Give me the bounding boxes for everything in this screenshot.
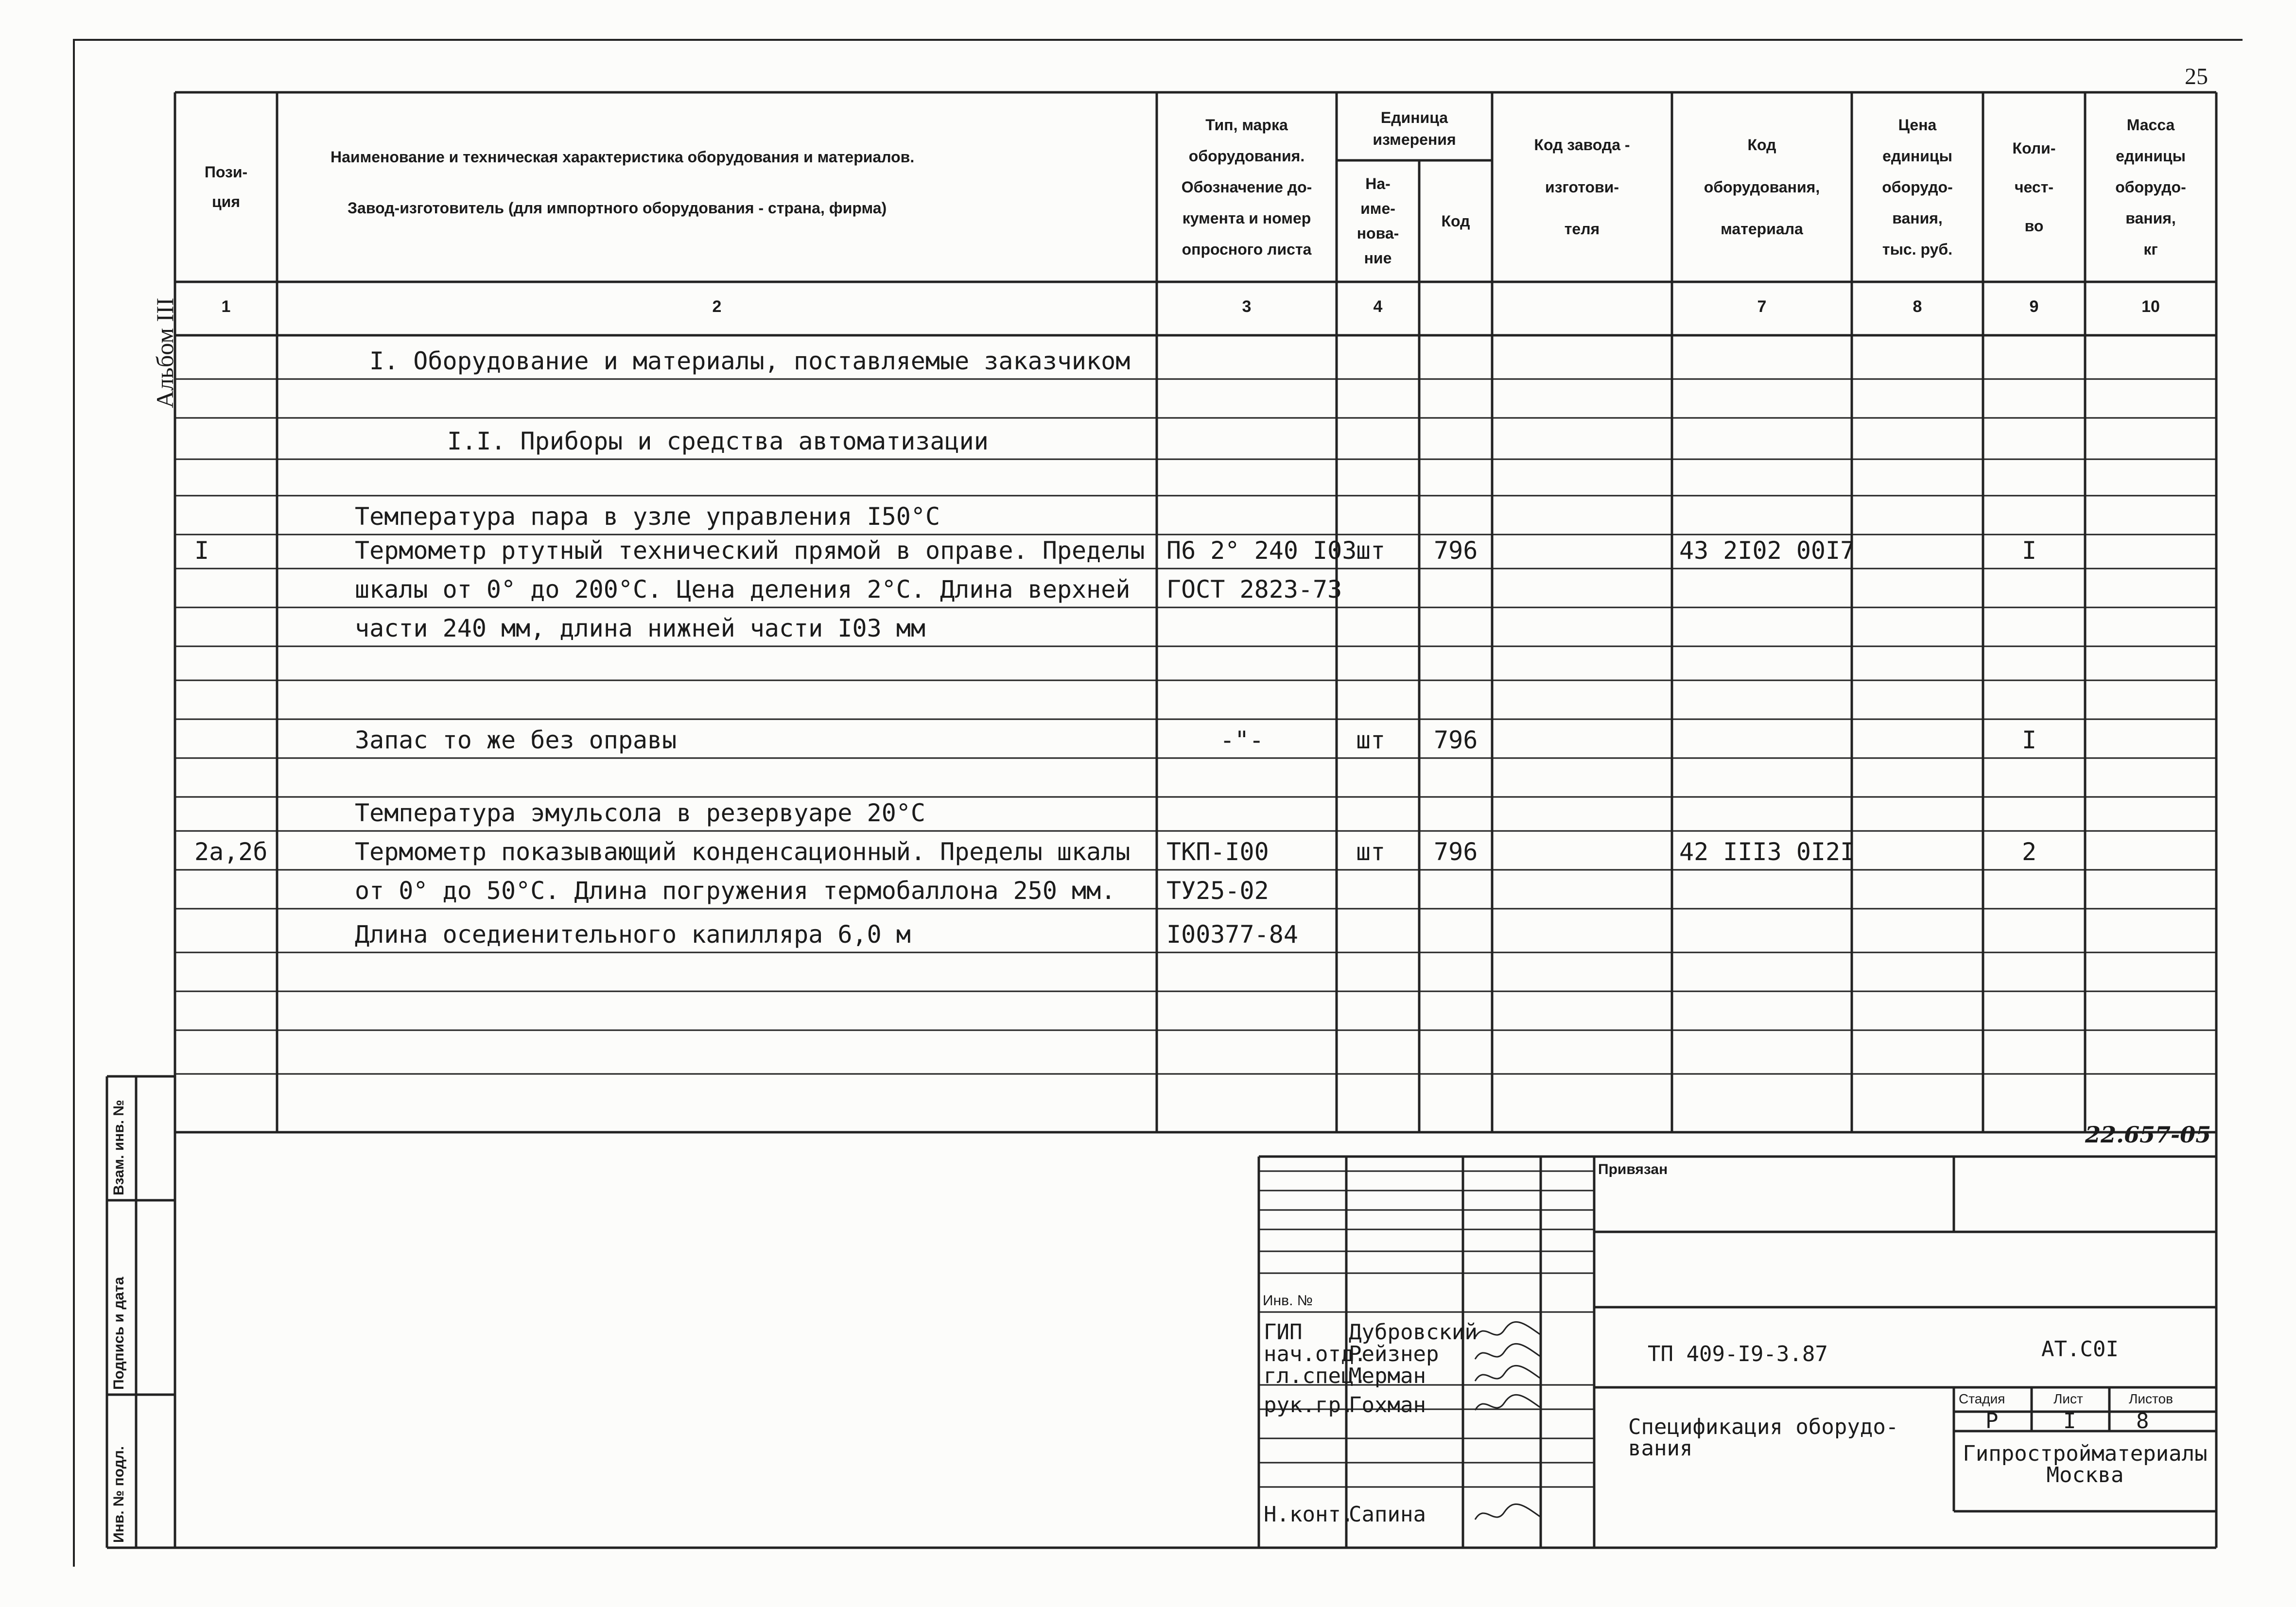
- column-number: 4: [1373, 297, 1383, 316]
- header-unit-name: На- име- нова- ние: [1357, 174, 1399, 267]
- column-number: 2: [712, 297, 722, 316]
- project-code: ТП 409-I9-3.87: [1648, 1342, 1828, 1366]
- row-description: Запас то же без оправы: [355, 726, 677, 754]
- row-description: I. Оборудование и материалы, поставляемые заказчиком: [369, 347, 1131, 375]
- header-name-line2: Завод-изготовитель (для импортного оборудования - страна, фирма): [348, 199, 887, 217]
- header-quantity: Коли- чест- во: [2012, 139, 2056, 235]
- signer-role: рук.гр.: [1264, 1393, 1354, 1417]
- row-description: Термометр показывающий конденсационный. Пределы шкалы: [355, 838, 1131, 866]
- document-title: Спецификация оборудо- вания: [1628, 1415, 1899, 1461]
- header-position: Пози- ция: [204, 163, 248, 210]
- column-number: 9: [2029, 297, 2039, 316]
- column-number: 8: [1913, 297, 1922, 316]
- signer-name: Сапина: [1349, 1502, 1426, 1527]
- album-label: Альбом III: [151, 297, 178, 408]
- sidebar-inv-original: Инв. № подл.: [111, 1446, 127, 1543]
- row-type-mark: ГОСТ 2823-73: [1166, 575, 1342, 604]
- row-description: от 0° до 50°C. Длина погружения термобаллона 250 мм.: [355, 877, 1116, 905]
- row-equipment-code: 42 III3 0I2I: [1679, 838, 1855, 866]
- column-number: 7: [1757, 297, 1767, 316]
- sheets-label: Листов: [2129, 1391, 2173, 1406]
- row-unit-code: 796: [1434, 536, 1478, 565]
- row-description: Длина оседиенительного капилляра 6,0 м: [355, 920, 911, 949]
- row-position: 2а,2б: [194, 838, 268, 866]
- header-unit-group: Единица измерения: [1373, 109, 1456, 148]
- row-unit-name: шт: [1356, 536, 1386, 565]
- row-equipment-code: 43 2I02 00I7: [1679, 536, 1855, 565]
- row-quantity: I: [2022, 726, 2037, 754]
- row-description: части 240 мм, длина нижней части I03 мм: [355, 614, 925, 642]
- sheet-label: Лист: [2053, 1391, 2083, 1406]
- page-number: 25: [2185, 64, 2208, 89]
- doc-registration-number: 22.657-05: [2085, 1122, 2211, 1148]
- row-type-mark: -"-: [1220, 726, 1264, 754]
- header-equipment-code: Код оборудования, материала: [1704, 136, 1820, 238]
- column-number: 3: [1242, 297, 1252, 316]
- inv-number-label: Инв. №: [1263, 1293, 1313, 1309]
- row-unit-name: шт: [1356, 726, 1386, 754]
- signer-role: гл.спец.: [1264, 1364, 1367, 1388]
- header-name-line1: Наименование и техническая характеристика оборудования и материалов.: [330, 148, 915, 166]
- signer-name: Гохман: [1349, 1393, 1426, 1417]
- column-number: 1: [221, 297, 231, 316]
- signature-mark: [1473, 1391, 1546, 1425]
- row-description: шкалы от 0° до 200°C. Цена деления 2°C. Длина верхней: [355, 575, 1131, 604]
- row-quantity: I: [2022, 536, 2037, 565]
- row-description: I.I. Приборы и средства автоматизации: [447, 427, 989, 455]
- header-mass: Масса единицы оборудо- вания, кг: [2115, 116, 2186, 258]
- signer-role: нач.отд.: [1264, 1342, 1367, 1366]
- row-description: Термометр ртутный технический прямой в оправе. Пределы: [355, 536, 1145, 565]
- organization: Гипростройматериалы Москва: [1963, 1441, 2208, 1487]
- row-type-mark: П6 2° 240 I03: [1166, 536, 1357, 565]
- privyazan-label: Привязан: [1598, 1161, 1668, 1177]
- row-unit-code: 796: [1434, 726, 1478, 754]
- row-description: Температура эмульсола в резервуаре 20°C: [355, 799, 925, 827]
- signature-mark: [1473, 1500, 1546, 1534]
- header-type: Тип, марка оборудования. Обозначение до- кумента и номер опросного листа: [1181, 116, 1312, 258]
- signer-role: ГИП: [1264, 1320, 1303, 1345]
- sidebar-replaced-inv: Взам. инв. №: [111, 1100, 127, 1195]
- row-unit-code: 796: [1434, 838, 1478, 866]
- sheets-value: 8: [2136, 1409, 2149, 1434]
- row-position: I: [194, 536, 209, 565]
- column-number: 10: [2141, 297, 2160, 316]
- sheet-value: I: [2063, 1409, 2076, 1434]
- stage-value: Р: [1985, 1409, 1999, 1434]
- header-plant-code: Код завода - изготови- теля: [1534, 136, 1630, 238]
- row-unit-name: шт: [1356, 838, 1386, 866]
- header-price: Цена единицы оборудо- вания, тыс. руб.: [1882, 116, 1953, 258]
- signer-role: Н.конт.: [1264, 1502, 1354, 1527]
- row-type-mark: ТУ25-02: [1166, 877, 1269, 905]
- row-description: Температура пара в узле управления I50°C: [355, 502, 940, 531]
- header-unit-code: Код: [1441, 212, 1470, 230]
- sidebar-signature-date: Подпись и дата: [111, 1277, 127, 1390]
- signer-name: Рейзнер: [1349, 1342, 1439, 1366]
- signer-name: Дубровский: [1349, 1320, 1478, 1345]
- stage-label: Стадия: [1959, 1391, 2005, 1406]
- sheet-code: АТ.С0I: [2041, 1337, 2119, 1362]
- row-type-mark: ТКП-I00: [1166, 838, 1269, 866]
- row-type-mark: I00377-84: [1166, 920, 1298, 949]
- signer-name: Мерман: [1349, 1364, 1426, 1388]
- row-quantity: 2: [2022, 838, 2037, 866]
